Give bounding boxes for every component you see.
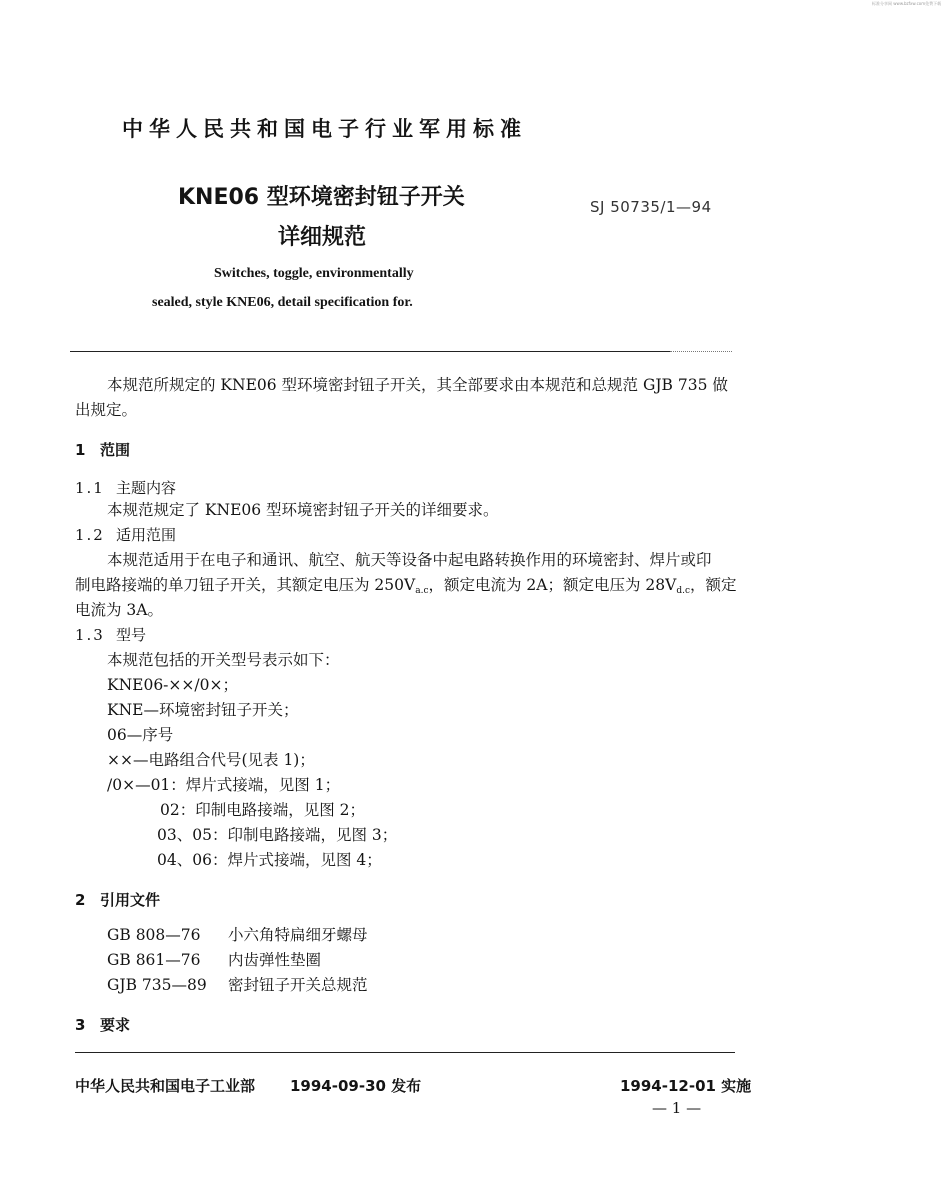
standard-code: SJ 50735/1—94 xyxy=(590,198,712,216)
section-1-1-number: 1.1 xyxy=(75,479,105,497)
issue-date: 1994-09-30 发布 xyxy=(290,1077,422,1095)
document-title-line-1: KNE06 型环境密封钮子开关 xyxy=(178,185,465,210)
section-1-2-body-line-2 xyxy=(75,575,737,601)
subscript-ac: a.c xyxy=(415,586,429,596)
model-line: /0×—01：焊片式接端，见图 1； xyxy=(107,776,341,794)
intro-line-1: 本规范所规定的 KNE06 型环境密封钮子开关，其全部要求由本规范和总规范 GJB 735 做 xyxy=(107,376,728,394)
section-1-2-title: 适用范围 xyxy=(116,526,177,544)
model-line: 04、06：焊片式接端，见图 4； xyxy=(157,851,382,869)
model-line: ××—电路组合代号(见表 1)； xyxy=(107,751,315,769)
section-1-1-title: 主题内容 xyxy=(116,479,177,497)
section-1-title: 范围 xyxy=(100,441,131,459)
model-line: 03、05：印制电路接端，见图 3； xyxy=(157,826,398,844)
reference-code: GJB 735—89 xyxy=(107,976,207,994)
page-number: — 1 — xyxy=(652,1099,702,1117)
body-text-segment: 制电路接端的单刀钮子开关，其额定电压为 250V xyxy=(75,576,416,594)
body-text-segment: ，额定 xyxy=(690,576,737,594)
model-line: KNE06-××/0×； xyxy=(107,676,238,694)
model-line: 02：印制电路接端，见图 2； xyxy=(160,801,366,819)
section-2-title: 引用文件 xyxy=(100,891,161,909)
model-line: 06—序号 xyxy=(107,726,174,744)
header-divider xyxy=(70,351,670,352)
section-1-1-body: 本规范规定了 KNE06 型环境密封钮子开关的详细要求。 xyxy=(107,501,499,519)
header-divider-fade xyxy=(670,351,732,352)
section-1-2-number: 1.2 xyxy=(75,526,105,544)
reference-code: GB 861—76 xyxy=(107,951,201,969)
effective-date: 1994-12-01 实施 xyxy=(620,1077,752,1095)
section-1-number: 1 xyxy=(75,441,86,459)
reference-name: 小六角特扁细牙螺母 xyxy=(228,926,368,944)
section-1-3-title: 型号 xyxy=(116,626,147,644)
section-1-3-number: 1.3 xyxy=(75,626,105,644)
issuing-authority: 中华人民共和国电子工业部 xyxy=(75,1077,256,1095)
footer-divider xyxy=(75,1052,735,1053)
english-title-line-2: sealed, style KNE06, detail specification for. xyxy=(152,295,413,310)
reference-name: 密封钮子开关总规范 xyxy=(228,976,368,994)
reference-name: 内齿弹性垫圈 xyxy=(228,951,322,969)
model-line: 本规范包括的开关型号表示如下： xyxy=(107,651,340,669)
document-title-line-2: 详细规范 xyxy=(278,225,367,250)
standard-category-title: 中华人民共和国电子行业军用标准 xyxy=(122,117,527,141)
watermark-text: 标准分享网 www.bzfxw.com免费下载 xyxy=(872,1,942,6)
section-1-2-body-line-1: 本规范适用于在电子和通讯、航空、航天等设备中起电路转换作用的环境密封、焊片或印 xyxy=(107,551,712,569)
body-text-segment: ，额定电流为 2A；额定电压为 28V xyxy=(428,576,677,594)
model-line: KNE—环境密封钮子开关； xyxy=(107,701,299,719)
english-title-line-1: Switches, toggle, environmentally xyxy=(214,266,414,281)
section-3-number: 3 xyxy=(75,1016,86,1034)
reference-code: GB 808—76 xyxy=(107,926,201,944)
section-3-title: 要求 xyxy=(100,1016,131,1034)
subscript-dc: d.c xyxy=(676,586,690,596)
section-1-2-body-line-3: 电流为 3A。 xyxy=(75,601,163,619)
section-2-number: 2 xyxy=(75,891,86,909)
intro-line-2: 出规定。 xyxy=(75,401,138,419)
